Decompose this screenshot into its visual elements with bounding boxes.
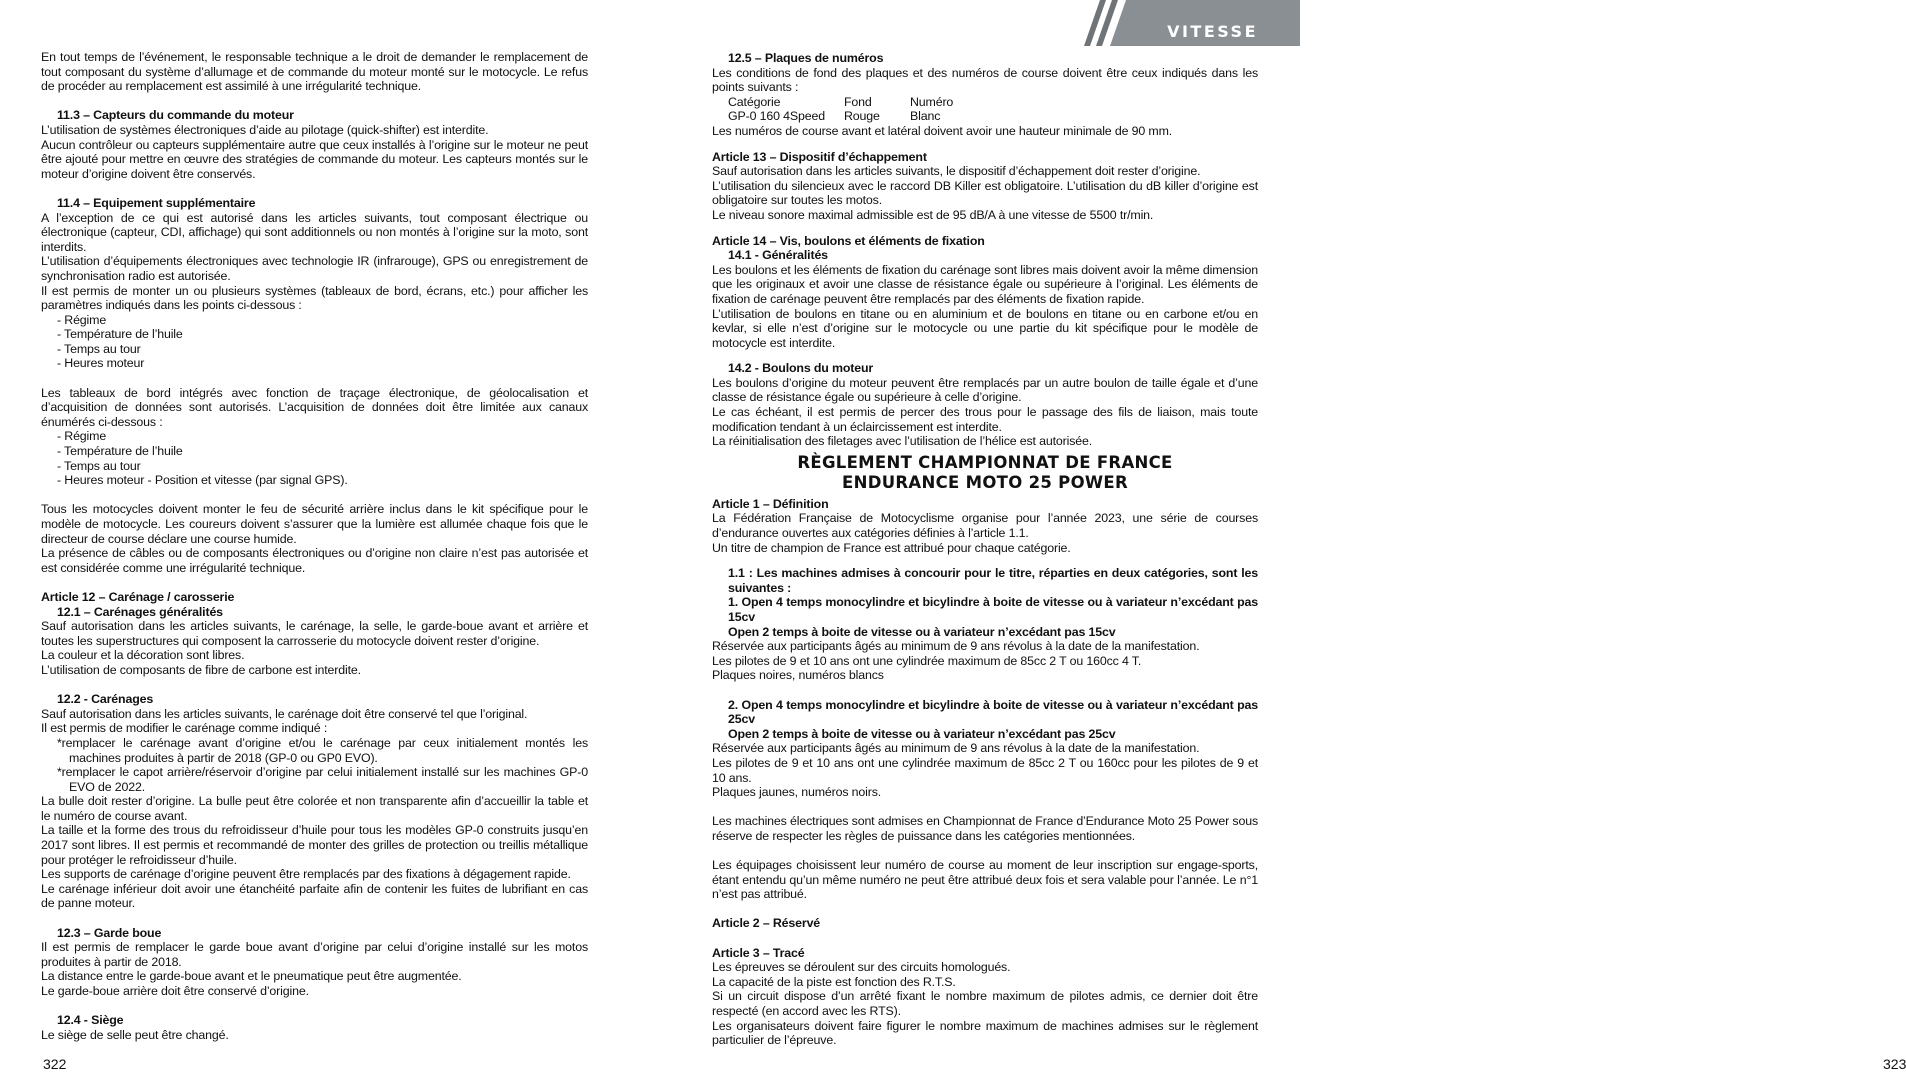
paragraph: Le niveau sonore maximal admissible est de 95 dB/A à une vitesse de 5500 tr/min. bbox=[712, 207, 1154, 222]
paragraph: Plaques jaunes, numéros noirs. bbox=[712, 785, 882, 800]
paragraph: Les épreuves se déroulent sur des circuits homologués. bbox=[712, 960, 1011, 975]
heading-category-2: 2. Open 4 temps monocylindre et bicylindre à boite de vitesse ou à variateur n’excédant pas 25cv bbox=[728, 697, 1258, 727]
paragraph: La capacité de la piste est fonction des R.T.S. bbox=[712, 974, 956, 989]
heading-12-2: 12.2 - Carénages bbox=[57, 692, 154, 707]
paragraph: Aucun contrôleur ou capteurs supplémentaire autre que ceux installés à l’origine sur le moteur ne peut être ajouté pour mettre en œuvre des stratégies de commande du moteur. Les capteurs montés sur le moteur d’origine doivent être conservés. bbox=[41, 137, 588, 181]
heading-11-4: 11.4 – Equipement supplémentaire bbox=[57, 195, 256, 210]
heading-article-13: Article 13 – Dispositif d’échappement bbox=[712, 149, 927, 164]
heading-article-1: Article 1 – Définition bbox=[712, 496, 829, 511]
paragraph: Le carénage inférieur doit avoir une étanchéité parfaite afin de contenir les fuites de lubrifiant en cas de panne moteur. bbox=[41, 881, 588, 911]
paragraph: Tous les motocycles doivent monter le feu de sécurité arrière inclus dans le kit spécifique pour le modèle de motocycle. Les coureurs doivent s’assurer que la lumière est allumée chaque fois que le directeur de course déclare une course humide. bbox=[41, 502, 588, 546]
table-cell: Rouge bbox=[844, 109, 880, 124]
heading-category-1: 1. Open 4 temps monocylindre et bicylindre à boite de vitesse ou à variateur n’excédant pas 15cv bbox=[728, 595, 1258, 624]
list-item: - Temps au tour bbox=[57, 341, 141, 356]
page-right bbox=[650, 0, 1906, 1092]
paragraph: Sauf autorisation dans les articles suivants, le dispositif d’échappement doit rester d’origine. bbox=[712, 164, 1201, 179]
paragraph: Réservée aux participants âgés au minimum de 9 ans révolus à la date de la manifestation. bbox=[712, 741, 1200, 756]
paragraph: Le siège de selle peut être changé. bbox=[41, 1027, 229, 1042]
heading-category-2b: Open 2 temps à boite de vitesse ou à variateur n’excédant pas 25cv bbox=[728, 726, 1116, 741]
heading-12-4: 12.4 - Siège bbox=[57, 1013, 124, 1028]
paragraph: L’utilisation de systèmes électroniques d’aide au pilotage (quick-shifter) est interdite. bbox=[41, 122, 489, 137]
page-left bbox=[0, 0, 650, 1092]
paragraph: L’utilisation d’équipements électroniques avec technologie IR (infrarouge), GPS ou enregistrement de synchronisation radio est autorisée. bbox=[41, 254, 588, 283]
paragraph: Il est permis de remplacer le garde boue avant d’origine par celui d’origine installé sur les motos produites à partir de 2018. bbox=[41, 940, 588, 969]
paragraph: Les boulons d’origine du moteur peuvent être remplacés par un autre boulon de taille égale et d’une classe de résistance égale ou supérieure à celle d’origine. bbox=[712, 375, 1258, 405]
paragraph: L’utilisation du silencieux avec le raccord DB Killer est obligatoire. L’utilisation du dB killer d’origine est obligatoire sur toutes les motos. bbox=[712, 178, 1258, 208]
heading-article-2: Article 2 – Réservé bbox=[712, 916, 821, 931]
heading-12-1: 12.1 – Carénages généralités bbox=[57, 604, 223, 619]
list-item: - Régime bbox=[57, 312, 107, 327]
paragraph: *remplacer le carénage avant d’origine et/ou le carénage par ceux initialement montés les machines produites à partir de 2018 (GP-0 ou GP0 EVO). bbox=[57, 735, 588, 765]
paragraph: La bulle doit rester d’origine. La bulle peut être colorée et non transparente afin d’accueillir la table et le numéro de course avant. bbox=[41, 794, 588, 823]
paragraph: L’utilisation de composants de fibre de carbone est interdite. bbox=[41, 662, 361, 677]
heading-14-2: 14.2 - Boulons du moteur bbox=[728, 361, 874, 376]
table-cell: GP-0 160 4Speed bbox=[728, 109, 825, 124]
list-item: - Temps au tour bbox=[57, 458, 141, 473]
table-header-cell: Numéro bbox=[910, 94, 954, 109]
paragraph: La distance entre le garde-boue avant et le pneumatique peut être augmentée. bbox=[41, 969, 462, 984]
heading-1-1: 1.1 : Les machines admises à concourir pour le titre, réparties en deux catégories, sont les suivantes : bbox=[728, 566, 1258, 595]
paragraph: Il est permis de monter un ou plusieurs systèmes (tableaux de bord, écrans, etc.) pour afficher les paramètres indiqués dans les points ci-dessous : bbox=[41, 283, 588, 313]
heading-12-3: 12.3 – Garde boue bbox=[57, 925, 162, 940]
paragraph: Réservée aux participants âgés au minimum de 9 ans révolus à la date de la manifestation. bbox=[712, 639, 1200, 654]
list-item: - Régime bbox=[57, 429, 107, 444]
paragraph: Le cas échéant, il est permis de percer des trous pour le passage des fils de liaison, mais toute modification tendant à un éclaircissement est interdite. bbox=[712, 405, 1258, 434]
paragraph: Les conditions de fond des plaques et des numéros de course doivent être ceux indiqués dans les points suivants : bbox=[712, 65, 1258, 95]
paragraph: La réinitialisation des filetages avec l’utilisation de l’hélice est autorisée. bbox=[712, 434, 1093, 449]
paragraph: La présence de câbles ou de composants électroniques ou d’origine non claire n’est pas autorisée et est considérée comme une irrégularité technique. bbox=[41, 546, 588, 575]
list-item: - Température de l’huile bbox=[57, 444, 183, 459]
page-number-left: 322 bbox=[43, 1056, 67, 1072]
list-item: - Heures moteur - Position et vitesse (par signal GPS). bbox=[57, 473, 348, 488]
paragraph: Le garde-boue arrière doit être conservé d’origine. bbox=[41, 984, 309, 998]
paragraph: Il est permis de modifier le carénage comme indiqué : bbox=[41, 721, 328, 736]
paragraph: Les boulons et les éléments de fixation du carénage sont libres mais doivent avoir la même dimension que les originaux et avoir une classe de résistance égale ou supérieure à l’original. Les éléments de fixation de carénage peuvent être remplacés par des éléments de fixation rapide. bbox=[712, 262, 1258, 306]
paragraph: Les machines électriques sont admises en Championnat de France d’Endurance Moto 25 Power sous réserve de respecter les règles de puissance dans les catégories mentionnées. bbox=[712, 814, 1258, 843]
paragraph: *remplacer le capot arrière/réservoir d’origine par celui initialement installé sur les machines GP-0 EVO de 2022. bbox=[57, 765, 588, 794]
heading-article-3: Article 3 – Tracé bbox=[712, 945, 805, 960]
paragraph: L’utilisation de boulons en titane ou en aluminium et de boulons en titane ou en carbone et/ou en kevlar, si elle n’est d’origine sur le motocycle ou une partie du kit spécifique pour le modèle de motocycle est interdite. bbox=[712, 306, 1258, 350]
paragraph: Un titre de champion de France est attribué pour chaque catégorie. bbox=[712, 540, 1071, 555]
paragraph: La taille et la forme des trous du refroidisseur d’huile pour tous les modèles GP-0 construits jusqu’en 2017 sont libres. Il est permis et recommandé de monter des grilles de protection ou treillis métallique pour protéger le refroidisseur d’huile. bbox=[41, 823, 588, 867]
paragraph: Les tableaux de bord intégrés avec fonction de traçage électronique, de géolocalisation et d’acquisition de données sont autorisés. L’acquisition de données doit être limitée aux canaux énumérés ci-dessous : bbox=[41, 385, 588, 429]
right-column bbox=[712, 51, 1258, 1048]
paragraph: Les équipages choisissent leur numéro de course au moment de leur inscription sur engage-sports, étant entendu qu’un même numéro ne peut être attribué deux fois et sera valable pour l’année. Le n°1 n’est pas attribué. bbox=[712, 858, 1258, 902]
paragraph: Plaques noires, numéros blancs bbox=[712, 668, 884, 683]
paragraph: Les pilotes de 9 et 10 ans ont une cylindrée maximum de 85cc 2 T ou 160cc pour les pilotes de 9 et 10 ans. bbox=[712, 755, 1258, 785]
heading-14-1: 14.1 - Généralités bbox=[728, 248, 828, 263]
table-header-cell: Fond bbox=[844, 94, 872, 109]
left-column bbox=[41, 50, 588, 1042]
regulation-title-line-1: RÈGLEMENT CHAMPIONNAT DE FRANCE bbox=[797, 452, 1173, 472]
table-header-cell: Catégorie bbox=[728, 94, 781, 109]
paragraph: Les pilotes de 9 et 10 ans ont une cylindrée maximum de 85cc 2 T ou 160cc 4 T. bbox=[712, 653, 1142, 668]
paragraph: Les organisateurs doivent faire figurer le nombre maximum de machines admises sur le règlement particulier de l’épreuve. bbox=[712, 1018, 1258, 1048]
regulation-title-line-2: ENDURANCE MOTO 25 POWER bbox=[842, 472, 1128, 492]
paragraph: La couleur et la décoration sont libres. bbox=[41, 648, 245, 663]
paragraph: Les supports de carénage d’origine peuvent être remplacés par des fixations à dégagement rapide. bbox=[41, 867, 571, 882]
paragraph: Si un circuit dispose d’un arrêté fixant le nombre maximum de pilotes admis, ce dernier doit être respecté (en accord avec les RTS). bbox=[712, 989, 1258, 1019]
paragraph: Les numéros de course avant et latéral doivent avoir une hauteur minimale de 90 mm. bbox=[712, 123, 1173, 138]
heading-11-3: 11.3 – Capteurs du commande du moteur bbox=[57, 108, 294, 123]
list-item: - Heures moteur bbox=[57, 356, 145, 371]
paragraph: A l’exception de ce qui est autorisé dans les articles suivants, tout composant électrique ou électronique (capteur, CDI, affichage) qui sont additionnels ou non montés à l’origine sur la moto, sont interdits. bbox=[41, 210, 588, 254]
heading-article-14: Article 14 – Vis, boulons et éléments de fixation bbox=[712, 233, 985, 248]
paragraph: Sauf autorisation dans les articles suivants, le carénage, la selle, le garde-boue avant et arrière et toutes les superstructures qui composent la carrosserie du motocycle doivent rester d’origine. bbox=[41, 619, 588, 648]
plates-table-header bbox=[712, 95, 1258, 110]
heading-category-1b: Open 2 temps à boite de vitesse ou à variateur n’excédant pas 15cv bbox=[728, 624, 1116, 639]
list-item: - Température de l’huile bbox=[57, 327, 183, 342]
heading-article-12: Article 12 – Carénage / carosserie bbox=[41, 589, 235, 604]
table-cell: Blanc bbox=[910, 109, 941, 124]
section-title: VITESSE bbox=[1167, 22, 1258, 41]
paragraph: Sauf autorisation dans les articles suivants, le carénage doit être conservé tel que l’original. bbox=[41, 706, 528, 721]
regulation-title bbox=[712, 453, 1258, 493]
plates-table-row bbox=[712, 109, 1258, 124]
heading-12-5: 12.5 – Plaques de numéros bbox=[728, 51, 884, 65]
page-number-right: 323 bbox=[1883, 1056, 1906, 1072]
paragraph: La Fédération Française de Motocyclisme organise pour l’année 2023, une série de courses d’endurance ouvertes aux catégories définies à l’article 1.1. bbox=[712, 511, 1258, 541]
paragraph: En tout temps de l’événement, le responsable technique a le droit de demander le remplacement de tout composant du système d’allumage et de commande du moteur monté sur le motocycle. Le refus de procéder au remplacement est assimilé à une irrégularité technique. bbox=[41, 50, 588, 94]
